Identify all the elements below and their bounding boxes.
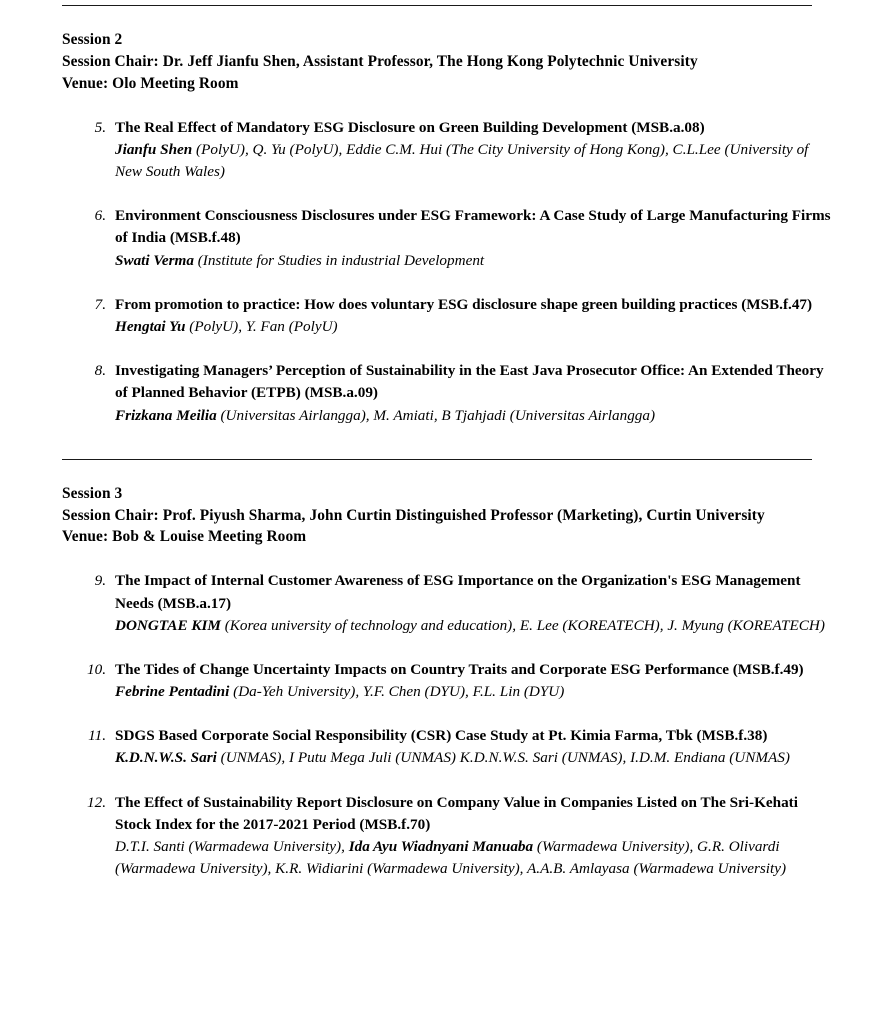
list-item-number: 11. [88, 727, 106, 745]
list-item [62, 725, 833, 769]
list-item-number: 12. [87, 793, 106, 811]
paper-lead-author: K.D.N.W.S. Sari [115, 749, 217, 767]
list-item-number: 5. [94, 118, 106, 136]
list-item [62, 570, 833, 637]
paper-title: The Impact of Internal Customer Awareness of ESG Importance on the Organization's ESG Management Needs (MSB.a.17) [115, 572, 801, 612]
session-title: Session 3 [62, 484, 123, 502]
paper-authors [115, 316, 833, 338]
paper-authors [115, 836, 833, 880]
session-title: Session 2 [62, 31, 123, 48]
list-item-number: 6. [94, 207, 106, 225]
list-item-number: 8. [94, 362, 106, 380]
paper-lead-author: Swati Verma [115, 251, 194, 269]
list-item [62, 659, 833, 703]
paper-authors [115, 250, 833, 272]
paper-title: SDGS Based Corporate Social Responsibility (CSR) Case Study at Pt. Kimia Farma, Tbk (MSB.f.38) [115, 727, 768, 745]
session-chair: Session Chair: Prof. Piyush Sharma, John Curtin Distinguished Professor (Marketing), Curtin University [62, 506, 765, 524]
paper-lead-author: Febrine Pentadini [115, 683, 230, 701]
list-item-number: 9. [94, 572, 106, 590]
paper-title: The Real Effect of Mandatory ESG Disclosure on Green Building Development (MSB.a.08) [115, 118, 705, 136]
paper-lead-author: Hengtai Yu [115, 317, 186, 335]
paper-authors [115, 747, 833, 769]
paper-title: From promotion to practice: How does voluntary ESG disclosure shape green building practices (MSB.f.47) [115, 295, 813, 313]
paper-other-authors: (Da-Yeh University), Y.F. Chen (DYU), F.L. Lin (DYU) [229, 683, 565, 701]
paper-lead-author: Frizkana Meilia [115, 406, 217, 424]
paper-list-session-3 [62, 570, 833, 880]
paper-other-authors: (Institute for Studies in industrial Development [193, 251, 485, 269]
paper-title: Environment Consciousness Disclosures under ESG Framework: A Case Study of Large Manufacturing Firms of India (MSB.f.48) [115, 207, 831, 247]
paper-lead-author: Jianfu Shen [115, 140, 193, 158]
paper-authors [115, 139, 833, 183]
paper-authors [115, 615, 833, 637]
session-venue: Venue: Bob & Louise Meeting Room [62, 528, 307, 546]
list-item [62, 360, 833, 427]
paper-other-authors: (UNMAS), I Putu Mega Juli (UNMAS) K.D.N.W.S. Sari (UNMAS), I.D.M. Endiana (UNMAS) [216, 749, 790, 767]
paper-lead-author: DONGTAE KIM [115, 616, 221, 634]
paper-other-authors: (PolyU), Q. Yu (PolyU), Eddie C.M. Hui (The City University of Hong Kong), C.L.Lee (University of New South Wales) [115, 140, 809, 180]
spacer [62, 460, 833, 483]
paper-first-authors: D.T.I. Santi (Warmadewa University), [115, 838, 349, 855]
paper-other-authors: (Universitas Airlangga), M. Amiati, B Tjahjadi (Universitas Airlangga) [216, 406, 656, 424]
session-header-2 [62, 29, 833, 95]
paper-lead-author: Ida Ayu Wiadnyani Manuaba [348, 838, 534, 855]
spacer [62, 6, 833, 29]
session-header-3 [62, 483, 833, 549]
paper-other-authors: (Warmadewa University), G.R. Olivardi (Warmadewa University), K.R. Widiarini (Warmadewa University), A.A.B. Amlayasa (Warmadewa University) [115, 838, 786, 878]
paper-other-authors: (PolyU), Y. Fan (PolyU) [185, 317, 338, 335]
list-item [62, 792, 833, 881]
list-item-number: 10. [87, 660, 106, 678]
list-item [62, 205, 833, 272]
spacer [62, 427, 833, 459]
list-item [62, 117, 833, 184]
paper-authors [115, 681, 833, 703]
session-venue: Venue: Olo Meeting Room [62, 74, 239, 92]
paper-other-authors: (Korea university of technology and education), E. Lee (KOREATECH), J. Myung (KOREATECH) [220, 616, 825, 634]
list-item [62, 294, 833, 338]
paper-list-session-2 [62, 117, 833, 427]
list-item-number: 7. [94, 295, 106, 313]
paper-title: Investigating Managers’ Perception of Sustainability in the East Java Prosecutor Office: An Extended Theory of Planned Behavior (ETPB) (MSB.a.09) [115, 362, 824, 402]
session-chair: Session Chair: Dr. Jeff Jianfu Shen, Assistant Professor, The Hong Kong Polytechnic University [62, 52, 698, 70]
paper-title: The Effect of Sustainability Report Disclosure on Company Value in Companies Listed on The Sri-Kehati Stock Index for the 2017-2021 Period (MSB.f.70) [115, 793, 798, 833]
paper-title: The Tides of Change Uncertainty Impacts on Country Traits and Corporate ESG Performance (MSB.f.49) [115, 660, 804, 678]
paper-authors [115, 405, 833, 427]
